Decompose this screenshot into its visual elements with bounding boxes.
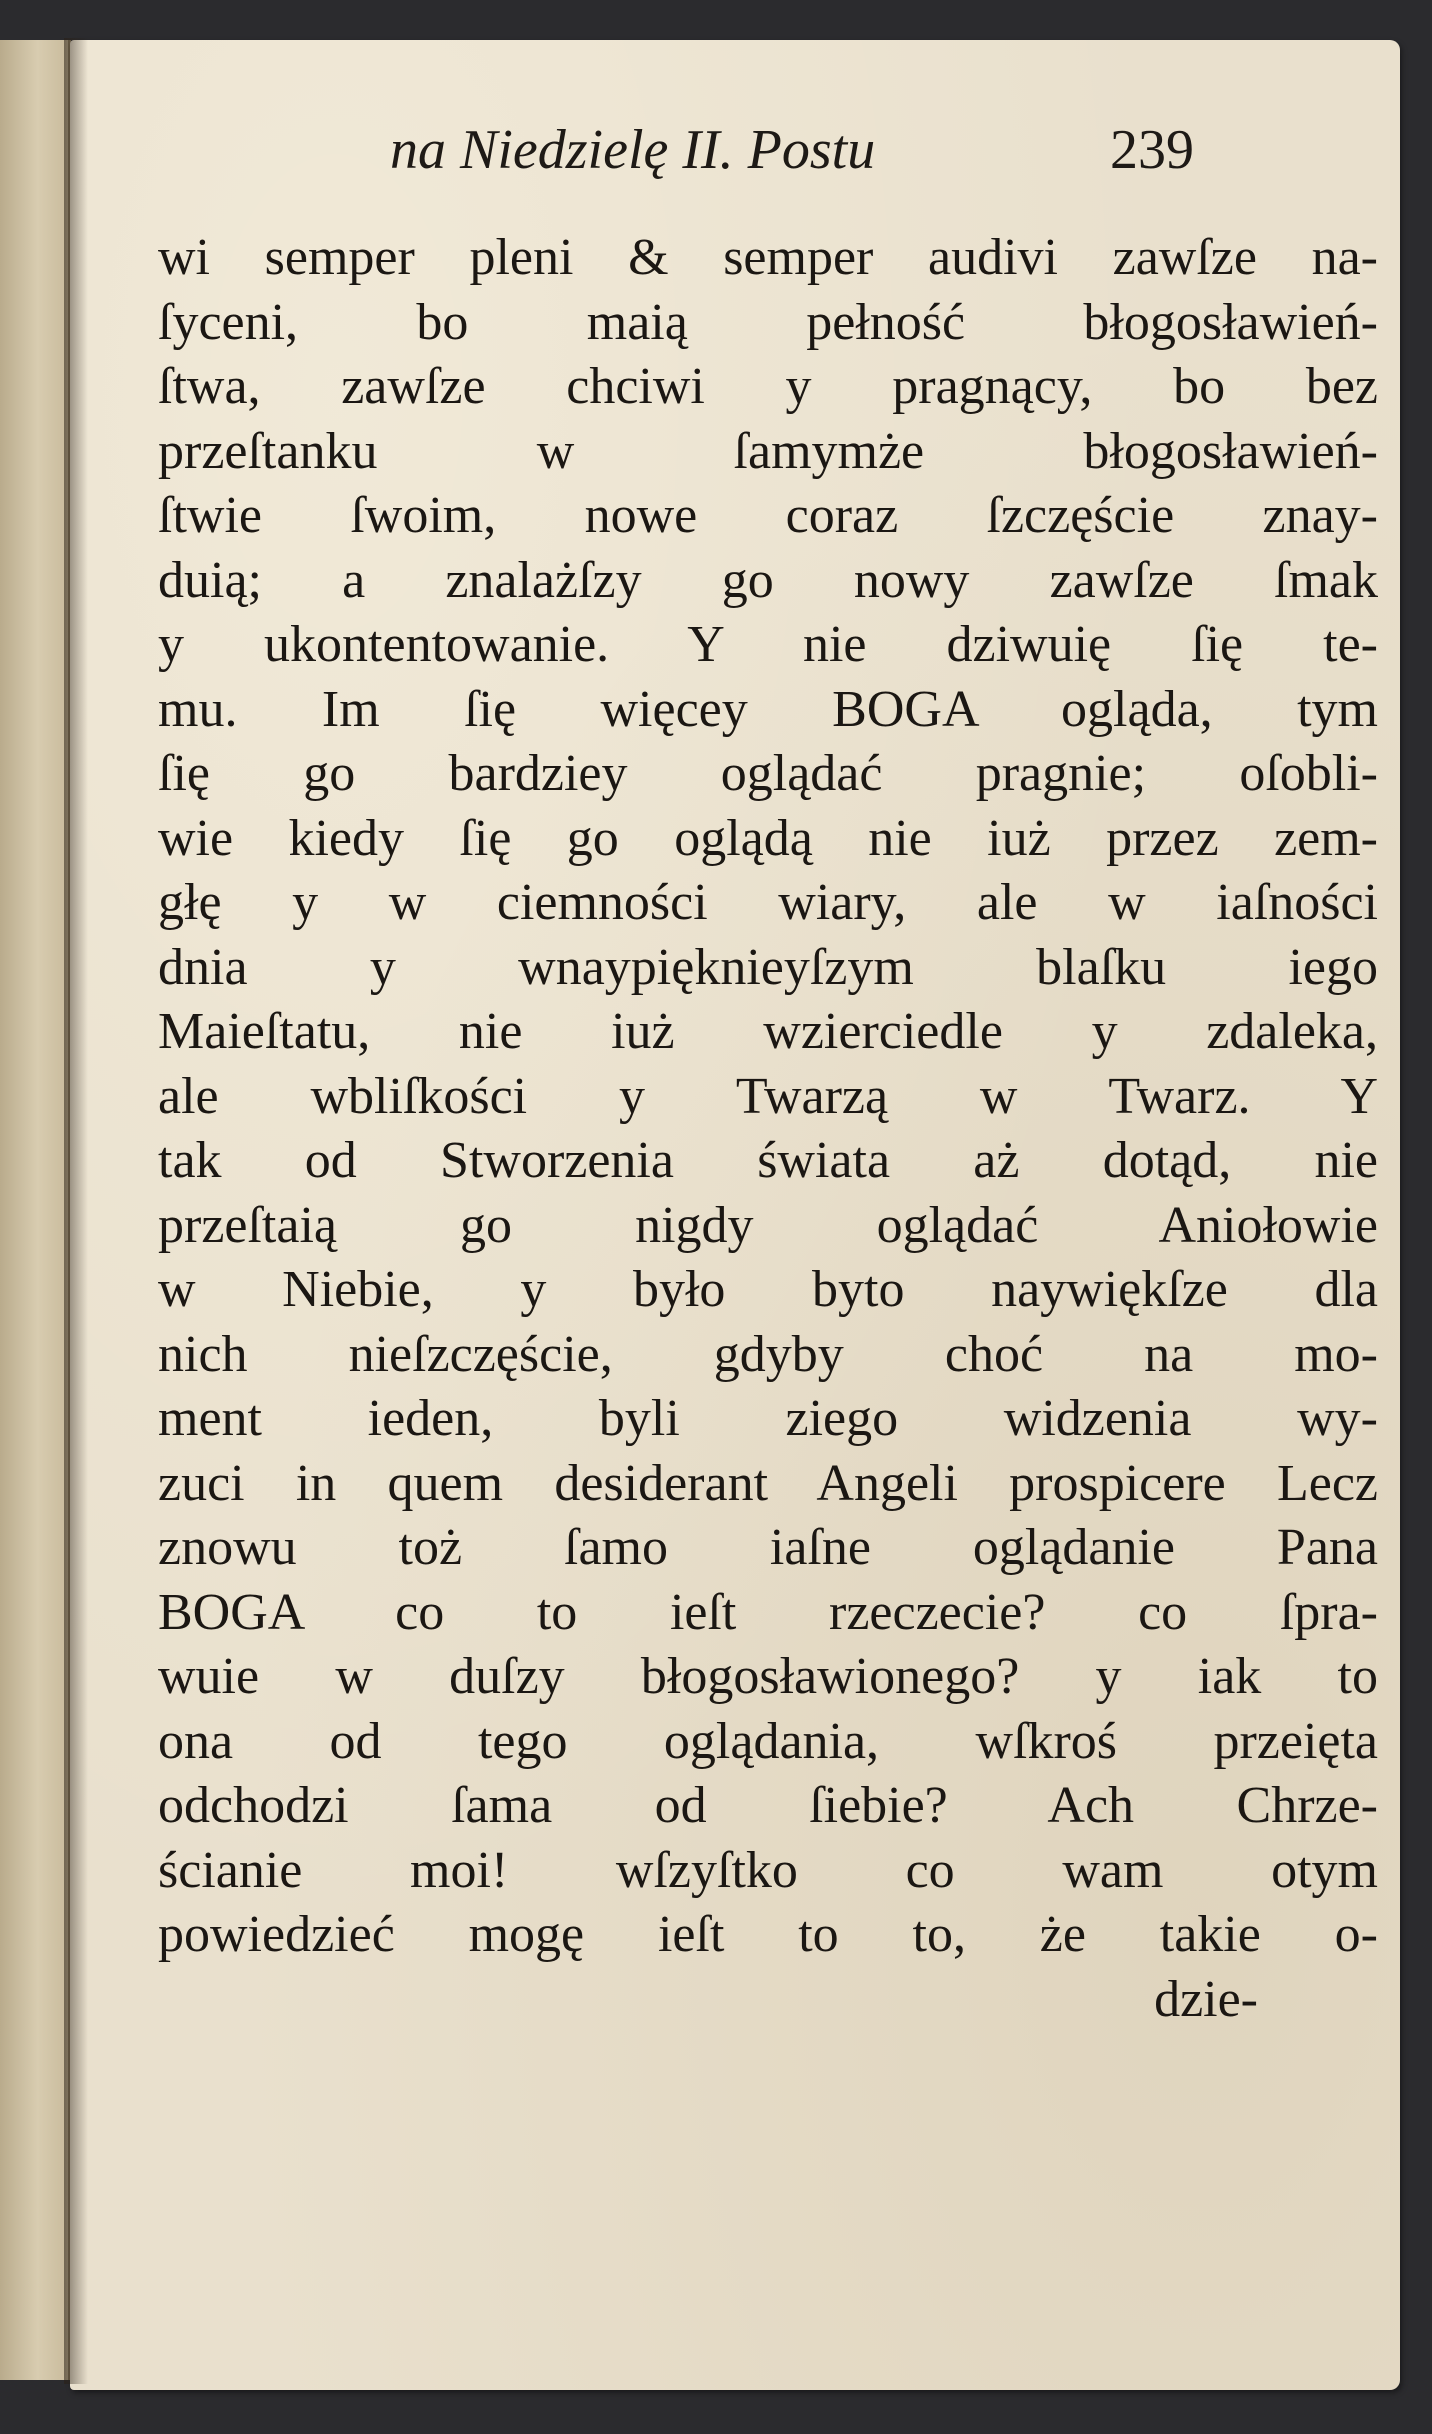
- page-header: [70, 118, 1400, 208]
- book-page: [70, 40, 1400, 2390]
- text-line: ale wbliſkości y Twarzą w Twarz. Y: [158, 1067, 1378, 1125]
- text-line: głę y w ciemności wiary, ale w iaſności: [158, 874, 1378, 931]
- text-line: ment ieden, byli ziego widzenia wy-: [158, 1390, 1378, 1447]
- text-line: ścianie moi! wſzyſtko co wam otym: [158, 1841, 1378, 1899]
- catchword: dzie-: [1154, 1970, 1258, 2028]
- text-line: ſtwie ſwoim, nowe coraz ſzczęście znay-: [158, 487, 1378, 544]
- text-line: przeſtaią go nigdy oglądać Aniołowie: [158, 1196, 1378, 1254]
- text-line: wie kiedy ſię go oglądą nie iuż przez zem-: [158, 809, 1378, 867]
- text-line: dnia y wnaypięknieyſzym blaſku iego: [158, 938, 1378, 996]
- text-line: odchodzi ſama od ſiebie? Ach Chrze-: [158, 1777, 1378, 1834]
- text-line: wuie w duſzy błogosławionego? y iak to: [158, 1648, 1378, 1705]
- text-line: ona od tego oglądania, wſkroś przeięta: [158, 1712, 1378, 1770]
- body-text: [158, 226, 1378, 2032]
- text-line: przeſtanku w ſamymże błogosławień-: [158, 422, 1378, 480]
- running-head: na Niedzielę II. Postu: [390, 119, 876, 181]
- text-line: ſtwa, zawſze chciwi y pragnący, bo bez: [158, 358, 1378, 415]
- text-line: ſyceni, bo maią pełność błogosławień-: [158, 293, 1378, 351]
- text-line: zuci in quem desiderant Angeli prospicere Lecz: [158, 1454, 1378, 1512]
- text-line: y ukontentowanie. Y nie dziwuię ſię te-: [158, 616, 1378, 673]
- left-page-edge: [0, 40, 71, 2380]
- text-line: duią; a znalażſzy go nowy zawſze ſmak: [158, 551, 1378, 609]
- text-line: tak od Stworzenia świata aż dotąd, nie: [158, 1132, 1378, 1189]
- text-line: znowu toż ſamo iaſne oglądanie Pana: [158, 1519, 1378, 1576]
- text-line: powiedzieć mogę ieſt to to, że takie o-: [158, 1906, 1378, 1963]
- text-line: BOGA co to ieſt rzeczecie? co ſpra-: [158, 1583, 1378, 1641]
- text-line: Maieſtatu, nie iuż wzierciedle y zdaleka,: [158, 1003, 1378, 1060]
- text-line: w Niebie, y było byto naywiękſze dla: [158, 1261, 1378, 1318]
- page-number: 239: [1110, 119, 1194, 181]
- text-line: wi semper pleni & semper audivi zawſze na-: [158, 229, 1378, 286]
- text-line: mu. Im ſię więcey BOGA ogląda, tym: [158, 680, 1378, 738]
- text-line: nich nieſzczęście, gdyby choć na mo-: [158, 1325, 1378, 1383]
- text-line: ſię go bardziey oglądać pragnie; oſobli-: [158, 745, 1378, 802]
- gutter-shadow: [64, 38, 88, 2384]
